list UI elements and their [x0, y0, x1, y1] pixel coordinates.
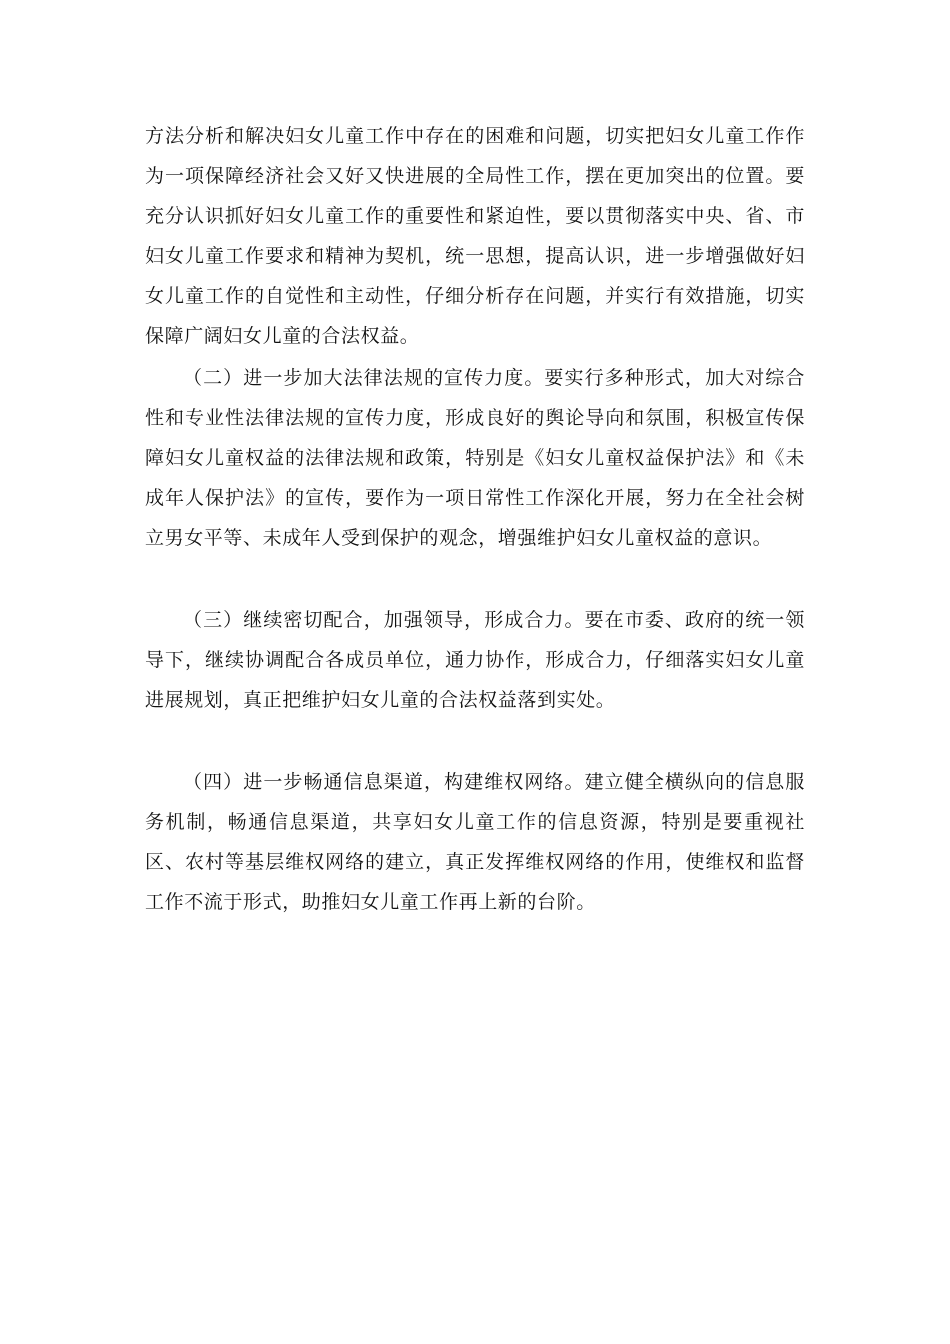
paragraph-continuation: 方法分析和解决妇女儿童工作中存在的困难和问题，切实把妇女儿童工作作为一项保障经济社会又好又快进展的全局性工作，摆在更加突出的位置。要充分认识抓好妇女儿童工作的重要性和紧迫性，要以贯彻落实中央、省、市妇女儿童工作要求和精神为契机，统一思想，提高认识，进一步增强做好妇女儿童工作的自觉性和主动性，仔细分析存在问题，并实行有效措施，切实保障广阔妇女儿童的合法权益。: [145, 125, 805, 347]
paragraph-information-channels: （四）进一步畅通信息渠道，构建维权网络。建立健全横纵向的信息服务机制，畅通信息渠道，共享妇女儿童工作的信息资源，特别是要重视社区、农村等基层维权网络的建立，真正发挥维权网络的作用，使维权和监督工作不流于形式，助推妇女儿童工作再上新的台阶。: [145, 771, 805, 913]
paragraph-cooperation: （三）继续密切配合，加强领导，形成合力。要在市委、政府的统一领导下，继续协调配合各成员单位，通力协作，形成合力，仔细落实妇女儿童进展规划，真正把维护妇女儿童的合法权益落到实处。: [145, 609, 805, 711]
paragraph-legal-publicity: （二）进一步加大法律法规的宣传力度。要实行多种形式，加大对综合性和专业性法律法规的宣传力度，形成良好的舆论导向和氛围，积极宣传保障妇女儿童权益的法律法规和政策，特别是《妇女儿童权益保护法》和《未成年人保护法》的宣传，要作为一项日常性工作深化开展，努力在全社会树立男女平等、未成年人受到保护的观念，增强维护妇女儿童权益的意识。: [145, 367, 805, 549]
